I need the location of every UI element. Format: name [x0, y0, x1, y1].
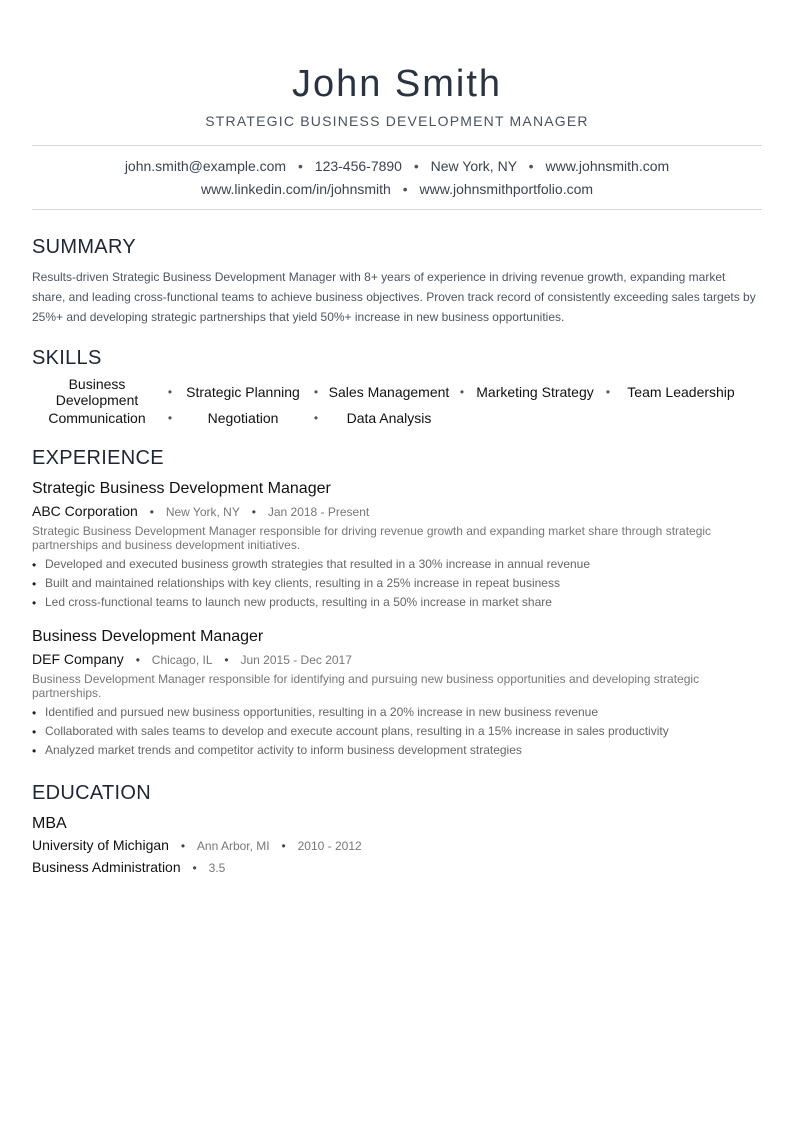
job-description: Business Development Manager responsible for identifying and pursuing new business opportunities and developing strategic partnerships. [32, 672, 700, 700]
contact-linkedin[interactable]: www.linkedin.com/in/johnsmith [200, 181, 391, 197]
skill-separator: • [313, 411, 319, 425]
resume-header [32, 0, 762, 130]
contact-separator: • [528, 158, 534, 174]
education-degree: MBA [32, 815, 67, 832]
education-school: University of Michigan [32, 837, 169, 853]
skill-item: Team Leadership [627, 384, 735, 400]
education-gpa: 3.5 [208, 861, 226, 875]
summary-text: Results-driven Strategic Business Development Manager with 8+ years of experience in driving revenue growth, expanding market share, and leading cross-functional teams to achieve business objectives. Proven track record of consistently exceeding sales targets by 25%+ and developing strategic partnerships that yield 50%+ increase in new business opportunities. [32, 270, 756, 324]
skills-heading: SKILLS [32, 347, 102, 369]
job-bullet: • Built and maintained relationships with key clients, resulting in a 25% increase in repeat business [32, 574, 762, 593]
job-bullets [32, 703, 762, 760]
job-bullet: • Developed and executed business growth strategies that resulted in a 30% increase in annual revenue [32, 555, 762, 574]
skill-separator: • [167, 385, 173, 399]
job-dates: Jun 2015 - Dec 2017 [240, 653, 352, 667]
contact-separator: • [297, 158, 303, 174]
contact-block [32, 145, 762, 210]
education-school-row [32, 835, 762, 856]
meta-separator: • [192, 861, 197, 875]
job-entry [32, 627, 762, 760]
contact-portfolio[interactable]: www.johnsmithportfolio.com [419, 181, 594, 197]
skill-separator: • [605, 385, 611, 399]
education-location: Ann Arbor, MI [196, 839, 270, 853]
summary-section [32, 235, 762, 327]
summary-heading: SUMMARY [32, 236, 136, 258]
contact-email[interactable]: john.smith@example.com [124, 158, 287, 174]
skill-item: Strategic Planning [186, 384, 300, 400]
skill-separator: • [167, 411, 173, 425]
job-bullet: • Collaborated with sales teams to develop and execute account plans, resulting in a 15% increase in sales productivity [32, 722, 762, 741]
job-bullet: • Analyzed market trends and competitor activity to inform business development strategies [32, 741, 762, 760]
skills-section [32, 346, 762, 426]
meta-separator: • [149, 505, 154, 519]
job-company: ABC Corporation [32, 503, 138, 519]
skills-grid [32, 376, 762, 426]
skill-item: Communication [48, 410, 146, 426]
job-entry [32, 479, 762, 612]
contact-phone[interactable]: 123-456-7890 [314, 158, 402, 174]
meta-separator: • [180, 839, 186, 853]
skill-item: Data Analysis [346, 410, 432, 426]
contact-website[interactable]: www.johnsmith.com [545, 158, 670, 174]
job-meta [32, 501, 762, 522]
meta-separator: • [135, 653, 140, 667]
contact-separator: • [413, 158, 419, 174]
skill-separator: • [313, 385, 319, 399]
skills-row [32, 376, 762, 408]
education-section [32, 781, 762, 878]
job-dates: Jan 2018 - Present [267, 505, 370, 519]
contact-location: New York, NY [430, 158, 517, 174]
job-location: Chicago, IL [151, 653, 213, 667]
meta-separator: • [251, 505, 256, 519]
skill-item: Negotiation [207, 410, 279, 426]
job-company: DEF Company [32, 651, 124, 667]
education-heading: EDUCATION [32, 782, 151, 804]
resume-page [32, 0, 762, 878]
candidate-name: John Smith [291, 63, 503, 105]
education-years: 2010 - 2012 [297, 839, 362, 853]
skill-separator: • [459, 385, 465, 399]
contact-row-1 [32, 155, 762, 178]
experience-section [32, 446, 762, 760]
job-bullet: • Identified and pursued new business opportunities, resulting in a 20% increase in new business revenue [32, 703, 762, 722]
contact-separator: • [402, 181, 408, 197]
meta-separator: • [224, 653, 229, 667]
experience-heading: EXPERIENCE [32, 447, 164, 469]
job-meta [32, 649, 762, 670]
skill-item: Marketing Strategy [476, 384, 594, 400]
job-role: Strategic Business Development Manager [32, 480, 331, 497]
skills-row [32, 410, 762, 426]
education-field: Business Administration [32, 859, 181, 875]
contact-row-2 [32, 178, 762, 201]
skill-item: Business Development [55, 376, 139, 408]
job-location: New York, NY [165, 505, 240, 519]
job-bullet: • Led cross-functional teams to launch new products, resulting in a 50% increase in market share [32, 593, 762, 612]
candidate-title: STRATEGIC BUSINESS DEVELOPMENT MANAGER [205, 113, 589, 129]
education-field-row [32, 857, 762, 878]
job-bullets [32, 555, 762, 612]
job-description: Strategic Business Development Manager responsible for driving revenue growth and expanding market share through strategic partnerships and business development initiatives. [32, 524, 712, 552]
skill-item: Sales Management [328, 384, 450, 400]
job-role: Business Development Manager [32, 628, 264, 645]
meta-separator: • [281, 839, 286, 853]
